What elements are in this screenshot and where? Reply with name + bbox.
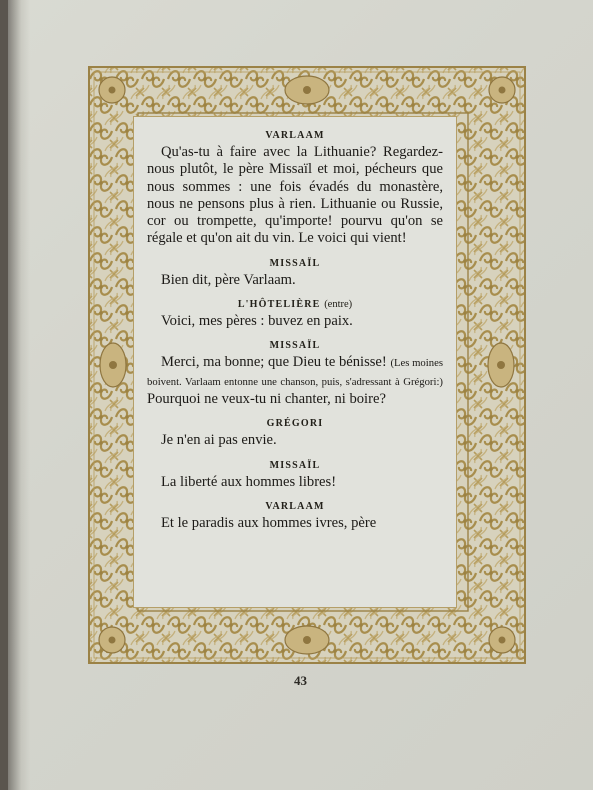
speaker-label: MISSAÏL — [269, 257, 321, 269]
speaker-label: MISSAÏL — [269, 459, 321, 471]
speaker-name — [147, 130, 443, 141]
speech-text: Bien dit, père Varlaam. — [161, 271, 296, 288]
speaker-name — [147, 418, 443, 429]
speech-text: Qu'as-tu à faire avec la Lithuanie? Regardez-nous plutôt, le père Missaïl et moi, pécheurs que nous sommes : une fois évadés du monastère, nous ne pensons plus à rien. Lithuanie ou Russie, cor ou trompette, qu'importe! pourvu qu'on se régale et qu'on ait du vin. Le voici qui vient! — [147, 144, 443, 247]
speaker-name — [147, 299, 443, 310]
speaker-label: VARLAAM — [265, 500, 325, 512]
speech-part: Merci, ma bonne; que Dieu te bénisse! — [161, 354, 387, 371]
speaker-label: VARLAAM — [265, 130, 325, 141]
speech-text: La liberté aux hommes libres! — [161, 473, 337, 490]
spine-shadow — [8, 0, 30, 790]
speech-text: Et le paradis aux hommes ivres, père — [161, 514, 377, 531]
page-number: 43 — [294, 673, 307, 688]
speech-text: Voici, mes pères : buvez en paix. — [161, 313, 353, 330]
speaker-name — [147, 258, 443, 269]
speaker-label: GRÉGORI — [266, 418, 324, 430]
speech-part: Pourquoi ne veux-tu ni chanter, ni boire? — [147, 390, 386, 407]
speaker-label: L'HÔTELIÈRE — [237, 299, 321, 311]
speech-text — [147, 354, 443, 408]
speaker-name — [147, 501, 443, 512]
speaker-name — [147, 460, 443, 471]
dialogue — [147, 130, 443, 542]
speaker-name — [147, 340, 443, 351]
stage-note: (entre) — [324, 299, 353, 311]
text-panel — [133, 116, 457, 608]
stage-direction: (Les moines boivent. Varlaam entonne une chanson, puis, s'adressant à Grégori:) — [147, 357, 443, 388]
speaker-label: MISSAÏL — [269, 340, 321, 352]
speech-text: Je n'en ai pas envie. — [161, 432, 277, 449]
